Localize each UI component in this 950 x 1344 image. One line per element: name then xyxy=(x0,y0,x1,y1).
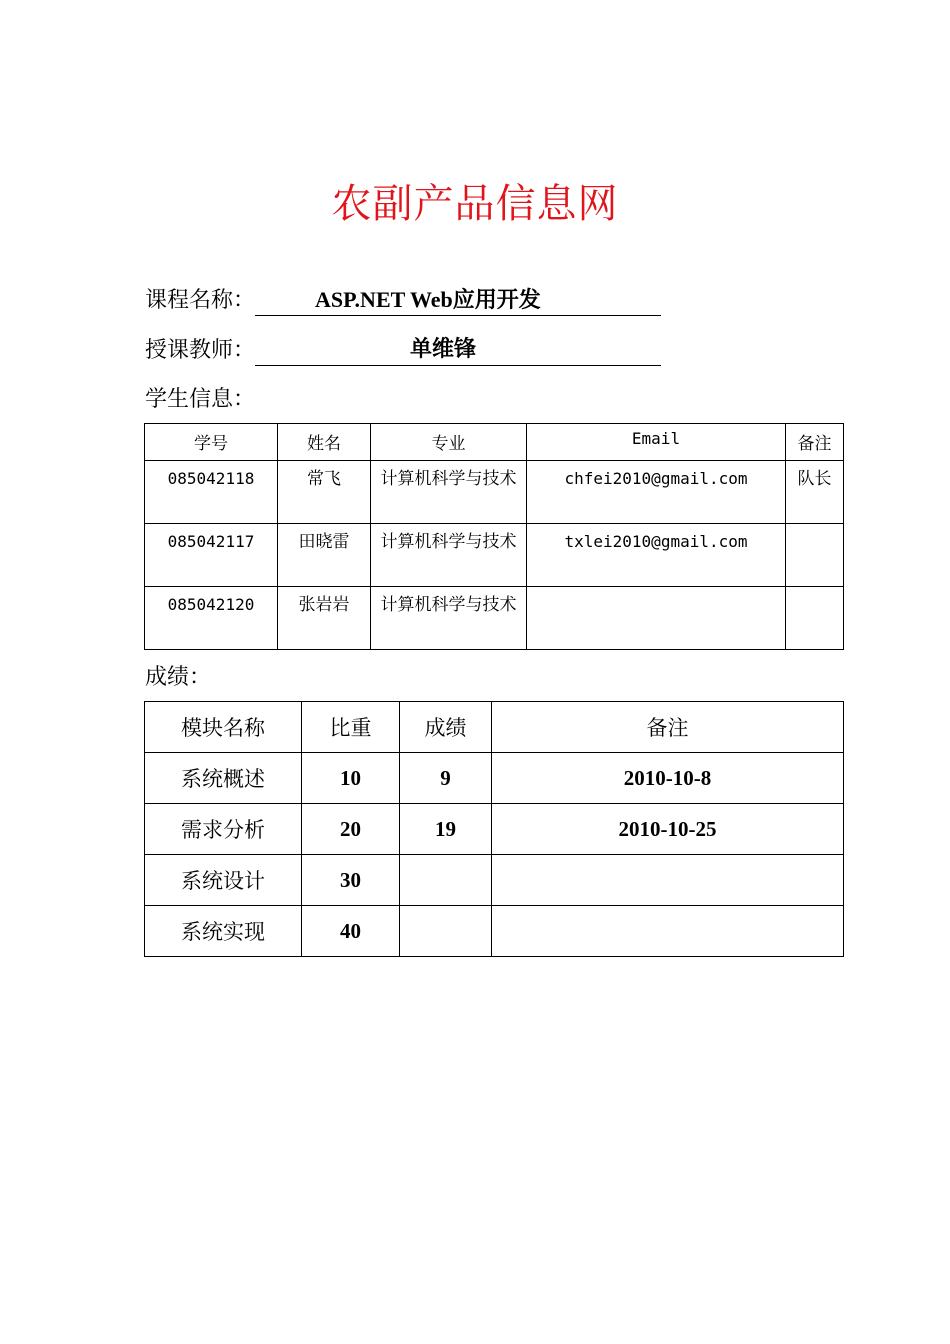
header-grade-note: 备注 xyxy=(492,702,844,753)
teacher-label: 授课教师： xyxy=(145,338,256,363)
cell-score: 19 xyxy=(400,804,492,855)
course-underline xyxy=(255,285,661,316)
teacher-field xyxy=(145,332,661,366)
cell-grade-note xyxy=(492,855,844,906)
cell-module: 系统概述 xyxy=(145,753,302,804)
cell-note: 队长 xyxy=(786,461,844,524)
cell-weight: 30 xyxy=(302,855,400,906)
table-row xyxy=(145,855,844,906)
cell-weight: 20 xyxy=(302,804,400,855)
cell-student-id: 085042120 xyxy=(145,587,278,650)
cell-major: 计算机科学与技术 xyxy=(371,587,527,650)
header-name: 姓名 xyxy=(278,424,371,461)
cell-name: 常飞 xyxy=(278,461,371,524)
cell-student-id: 085042118 xyxy=(145,461,278,524)
students-section-label: 学生信息： xyxy=(145,387,256,412)
table-row xyxy=(145,524,844,587)
teacher-value: 单维锋 xyxy=(410,337,477,362)
course-value: ASP.NET Web应用开发 xyxy=(315,287,541,312)
table-row xyxy=(145,804,844,855)
cell-name: 张岩岩 xyxy=(278,587,371,650)
header-score: 成绩 xyxy=(400,702,492,753)
cell-grade-note xyxy=(492,906,844,957)
cell-module: 需求分析 xyxy=(145,804,302,855)
document-title: 农副产品信息网 xyxy=(331,181,619,227)
cell-name: 田晓雷 xyxy=(278,524,371,587)
header-email: Email xyxy=(527,424,786,461)
students-header-row xyxy=(145,424,844,461)
cell-note xyxy=(786,524,844,587)
students-table xyxy=(144,423,844,650)
table-row xyxy=(145,587,844,650)
cell-weight: 40 xyxy=(302,906,400,957)
cell-student-id: 085042117 xyxy=(145,524,278,587)
cell-major: 计算机科学与技术 xyxy=(371,461,527,524)
cell-grade-note: 2010-10-8 xyxy=(492,753,844,804)
teacher-underline xyxy=(255,335,661,366)
table-row xyxy=(145,906,844,957)
header-note: 备注 xyxy=(786,424,844,461)
header-module: 模块名称 xyxy=(145,702,302,753)
cell-grade-note: 2010-10-25 xyxy=(492,804,844,855)
cell-major: 计算机科学与技术 xyxy=(371,524,527,587)
course-label: 课程名称： xyxy=(145,288,256,313)
grades-header-row xyxy=(145,702,844,753)
grades-section-label: 成绩： xyxy=(145,665,212,690)
cell-score: 9 xyxy=(400,753,492,804)
header-major: 专业 xyxy=(371,424,527,461)
course-field xyxy=(145,282,661,316)
cell-email xyxy=(527,587,786,650)
header-weight: 比重 xyxy=(302,702,400,753)
grades-table xyxy=(144,701,844,957)
table-row xyxy=(145,753,844,804)
cell-note xyxy=(786,587,844,650)
header-student-id: 学号 xyxy=(145,424,278,461)
cell-email: txlei2010@gmail.com xyxy=(527,524,786,587)
table-row xyxy=(145,461,844,524)
cell-email: chfei2010@gmail.com xyxy=(527,461,786,524)
cell-module: 系统设计 xyxy=(145,855,302,906)
cell-weight: 10 xyxy=(302,753,400,804)
cell-score xyxy=(400,906,492,957)
cell-module: 系统实现 xyxy=(145,906,302,957)
cell-score xyxy=(400,855,492,906)
